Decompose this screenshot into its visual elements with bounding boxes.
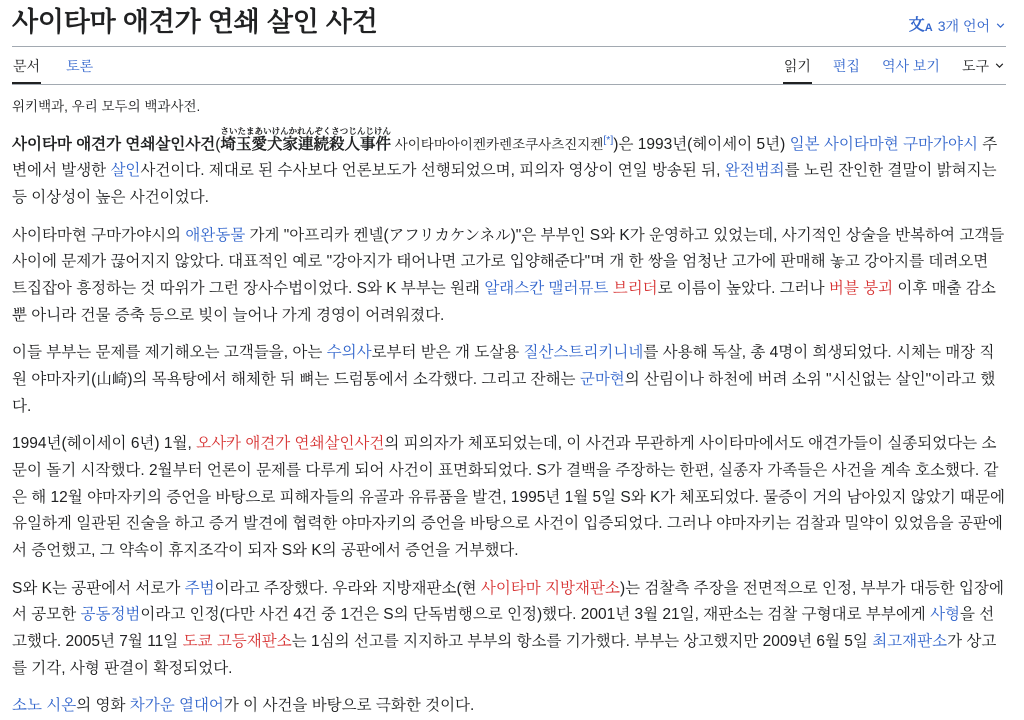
footnote-link[interactable]: [*] — [603, 133, 614, 146]
view-tabs — [783, 47, 1006, 84]
language-count-label: 3개 언어 — [937, 18, 990, 34]
wiki-link[interactable]: 애완동물 — [185, 226, 246, 244]
wiki-link[interactable]: 주범 — [184, 579, 215, 597]
wiki-link[interactable]: 군마현 — [579, 371, 625, 388]
chevron-down-icon — [994, 58, 1005, 74]
paragraph-6: 소노 시온의 영화 차가운 열대어가 이 사건을 바탕으로 극화한 것이다. — [12, 697, 475, 715]
red-wiki-link[interactable]: 버블 붕괴 — [828, 280, 894, 298]
tab-history[interactable]: 역사 보기 — [881, 57, 940, 74]
tab-read[interactable]: 읽기 — [783, 47, 812, 84]
wiki-link[interactable]: 질산스트리키니네 — [523, 344, 644, 362]
wiki-link[interactable]: 일본 — [789, 135, 820, 153]
wiki-link[interactable]: 최고재판소 — [872, 632, 948, 650]
wiki-link[interactable]: 사형 — [930, 606, 961, 624]
japanese-title-ruby: 埼玉愛犬家連続殺人事件さいたまあいけんかれんぞくさつじんじけん — [220, 125, 391, 153]
wiki-link[interactable]: 수의사 — [326, 344, 372, 362]
paragraph-2: 사이타마현 구마가야시의 애완동물 가게 "아프리카 켄넬(アフリカケンネル)"은 부부인 S와 K가 운영하고 있었는데, 사기적인 상술을 반복하여 고객들 사이에 문제가 끊어지지 않았다. 대표적인 예로 "강아지가 태어나면 고가로 입양해준다"며 개 한 쌍을 엄청난 고가에 판매해 놓고 강아지를 데려오면 트집잡아 흥정하는 것 따위가 그런 장사수법이었다. S와 K 부부는 원래 알래스칸 맬러뮤트 브리더로 이름이 높았다. 그러나 버블 붕괴 이후 매출 감소 뿐 아니라 건물 증축 등으로 빚이 늘어나 가게 경영이 어려워졌다. — [12, 226, 1005, 324]
red-wiki-link[interactable]: 브리더 — [612, 280, 658, 298]
wiki-link[interactable]: 소노 시온 — [12, 697, 77, 715]
tab-talk[interactable]: 토론 — [66, 57, 94, 74]
tab-bar — [12, 47, 1006, 85]
chevron-down-icon — [995, 18, 1006, 34]
footnote-reference[interactable] — [603, 134, 613, 146]
wiki-link[interactable]: 살인 — [110, 162, 141, 180]
red-wiki-link[interactable]: 도쿄 고등재판소 — [182, 632, 292, 650]
article-subject-bold: 사이타마 애견가 연쇄살인사건 — [12, 135, 216, 153]
paragraph-1: 사이타마 애견가 연쇄살인사건(埼玉愛犬家連続殺人事件さいたまあいけんかれんぞくさつじんじけん 사이타마아이켄카렌조쿠사츠진지켄[*])은 1993년(헤이세이 5년) 일본 사이타마현 구마가야시 주변에서 발생한 살인사건이다. 제대로 된 수사보다 언론보도가 선행되었으며, 피의자 영상이 연일 방송된 뒤, 완전범죄를 노린 잔인한 결말이 밝혀지는 등 이상성이 높은 사건이었다. — [12, 125, 998, 207]
tools-label: 도구 — [961, 57, 989, 74]
red-wiki-link[interactable]: 사이타마 지방재판소 — [480, 579, 620, 597]
romanization-text: 사이타마아이켄카렌조쿠사츠진지켄 — [390, 136, 604, 152]
language-icon: 文A — [908, 17, 933, 34]
title-row — [12, 4, 1006, 47]
wiki-link[interactable]: 공동정범 — [80, 606, 141, 624]
wiki-link[interactable]: 알래스칸 맬러뮤트 — [484, 280, 609, 298]
wiki-link[interactable]: 사이타마현 — [823, 135, 899, 153]
article-body — [12, 126, 1006, 720]
page-title: 사이타마 애견가 연쇄 살인 사건 — [12, 7, 378, 37]
namespace-tabs — [12, 47, 94, 84]
tools-menu-button[interactable] — [961, 47, 1006, 84]
red-wiki-link[interactable]: 오사카 애견가 연쇄살인사건 — [196, 435, 385, 453]
paragraph-4: 1994년(헤이세이 6년) 1월, 오사카 애견가 연쇄살인사건의 피의자가 체포되었는데, 이 사건과 무관하게 사이타마에서도 애견가들이 실종되었다는 소문이 돌기 시작했다. 2월부터 언론이 문제를 다루게 되어 사건이 표면화되었다. S가 결백을 주장하는 한편, 실종자 가족들은 사건을 계속 호소했다. 같은 해 12월 야마자키의 증언을 바탕으로 피해자들의 유골과 유류품을 발견, 1995년 1월 5일 S와 K가 체포되었다. 물증이 거의 남아있지 않았기 때문에 유일하게 일관된 진술을 하고 증거 발견에 협력한 야마자키의 증언을 바탕으로 사건이 입증되었다. 그러나 야마자키는 검찰과 밀약이 있었음을 공판에서 증언했고, 그 약속이 휴지조각이 되자 S와 K의 공판에서 증언을 거부했다. — [12, 435, 1005, 559]
paragraph-3: 이들 부부는 문제를 제기해오는 고객들을, 아는 수의사로부터 받은 개 도살용 질산스트리키니네를 사용해 독살, 총 4명이 희생되었다. 시체는 매장 직원 야마자키(山崎)의 목욕탕에서 해체한 뒤 뼈는 드럼통에서 소각했다. 그리고 잔해는 군마현의 산림이나 하천에 버려 소위 "시신없는 살인"이라고 했다. — [12, 344, 996, 415]
language-selector-button[interactable] — [909, 16, 1006, 36]
tab-article[interactable]: 문서 — [12, 47, 41, 84]
tab-edit[interactable]: 편집 — [832, 57, 860, 74]
wiki-link[interactable]: 차가운 열대어 — [129, 697, 224, 715]
wiki-link[interactable]: 완전범죄 — [724, 162, 785, 180]
paragraph-5: S와 K는 공판에서 서로가 주범이라고 주장했다. 우라와 지방재판소(현 사이타마 지방재판소)는 검찰측 주장을 전면적으로 인정, 부부가 대등한 입장에서 공모한 공동정범이라고 인정(다만 사건 4건 중 1건은 S의 단독범행으로 인정)했다. 2001년 3월 21일, 재판소는 검찰 구형대로 부부에게 사형을 선고했다. 2005년 7월 11일 도쿄 고등재판소는 1심의 선고를 지지하고 부부의 항소를 기가했다. 부부는 상고했지만 2009년 6월 5일 최고재판소가 상고를 기각, 사형 판결이 확정되었다. — [12, 579, 1004, 677]
site-subtitle: 위키백과, 우리 모두의 백과사전. — [12, 98, 201, 114]
wiki-link[interactable]: 구마가야시 — [903, 135, 978, 153]
